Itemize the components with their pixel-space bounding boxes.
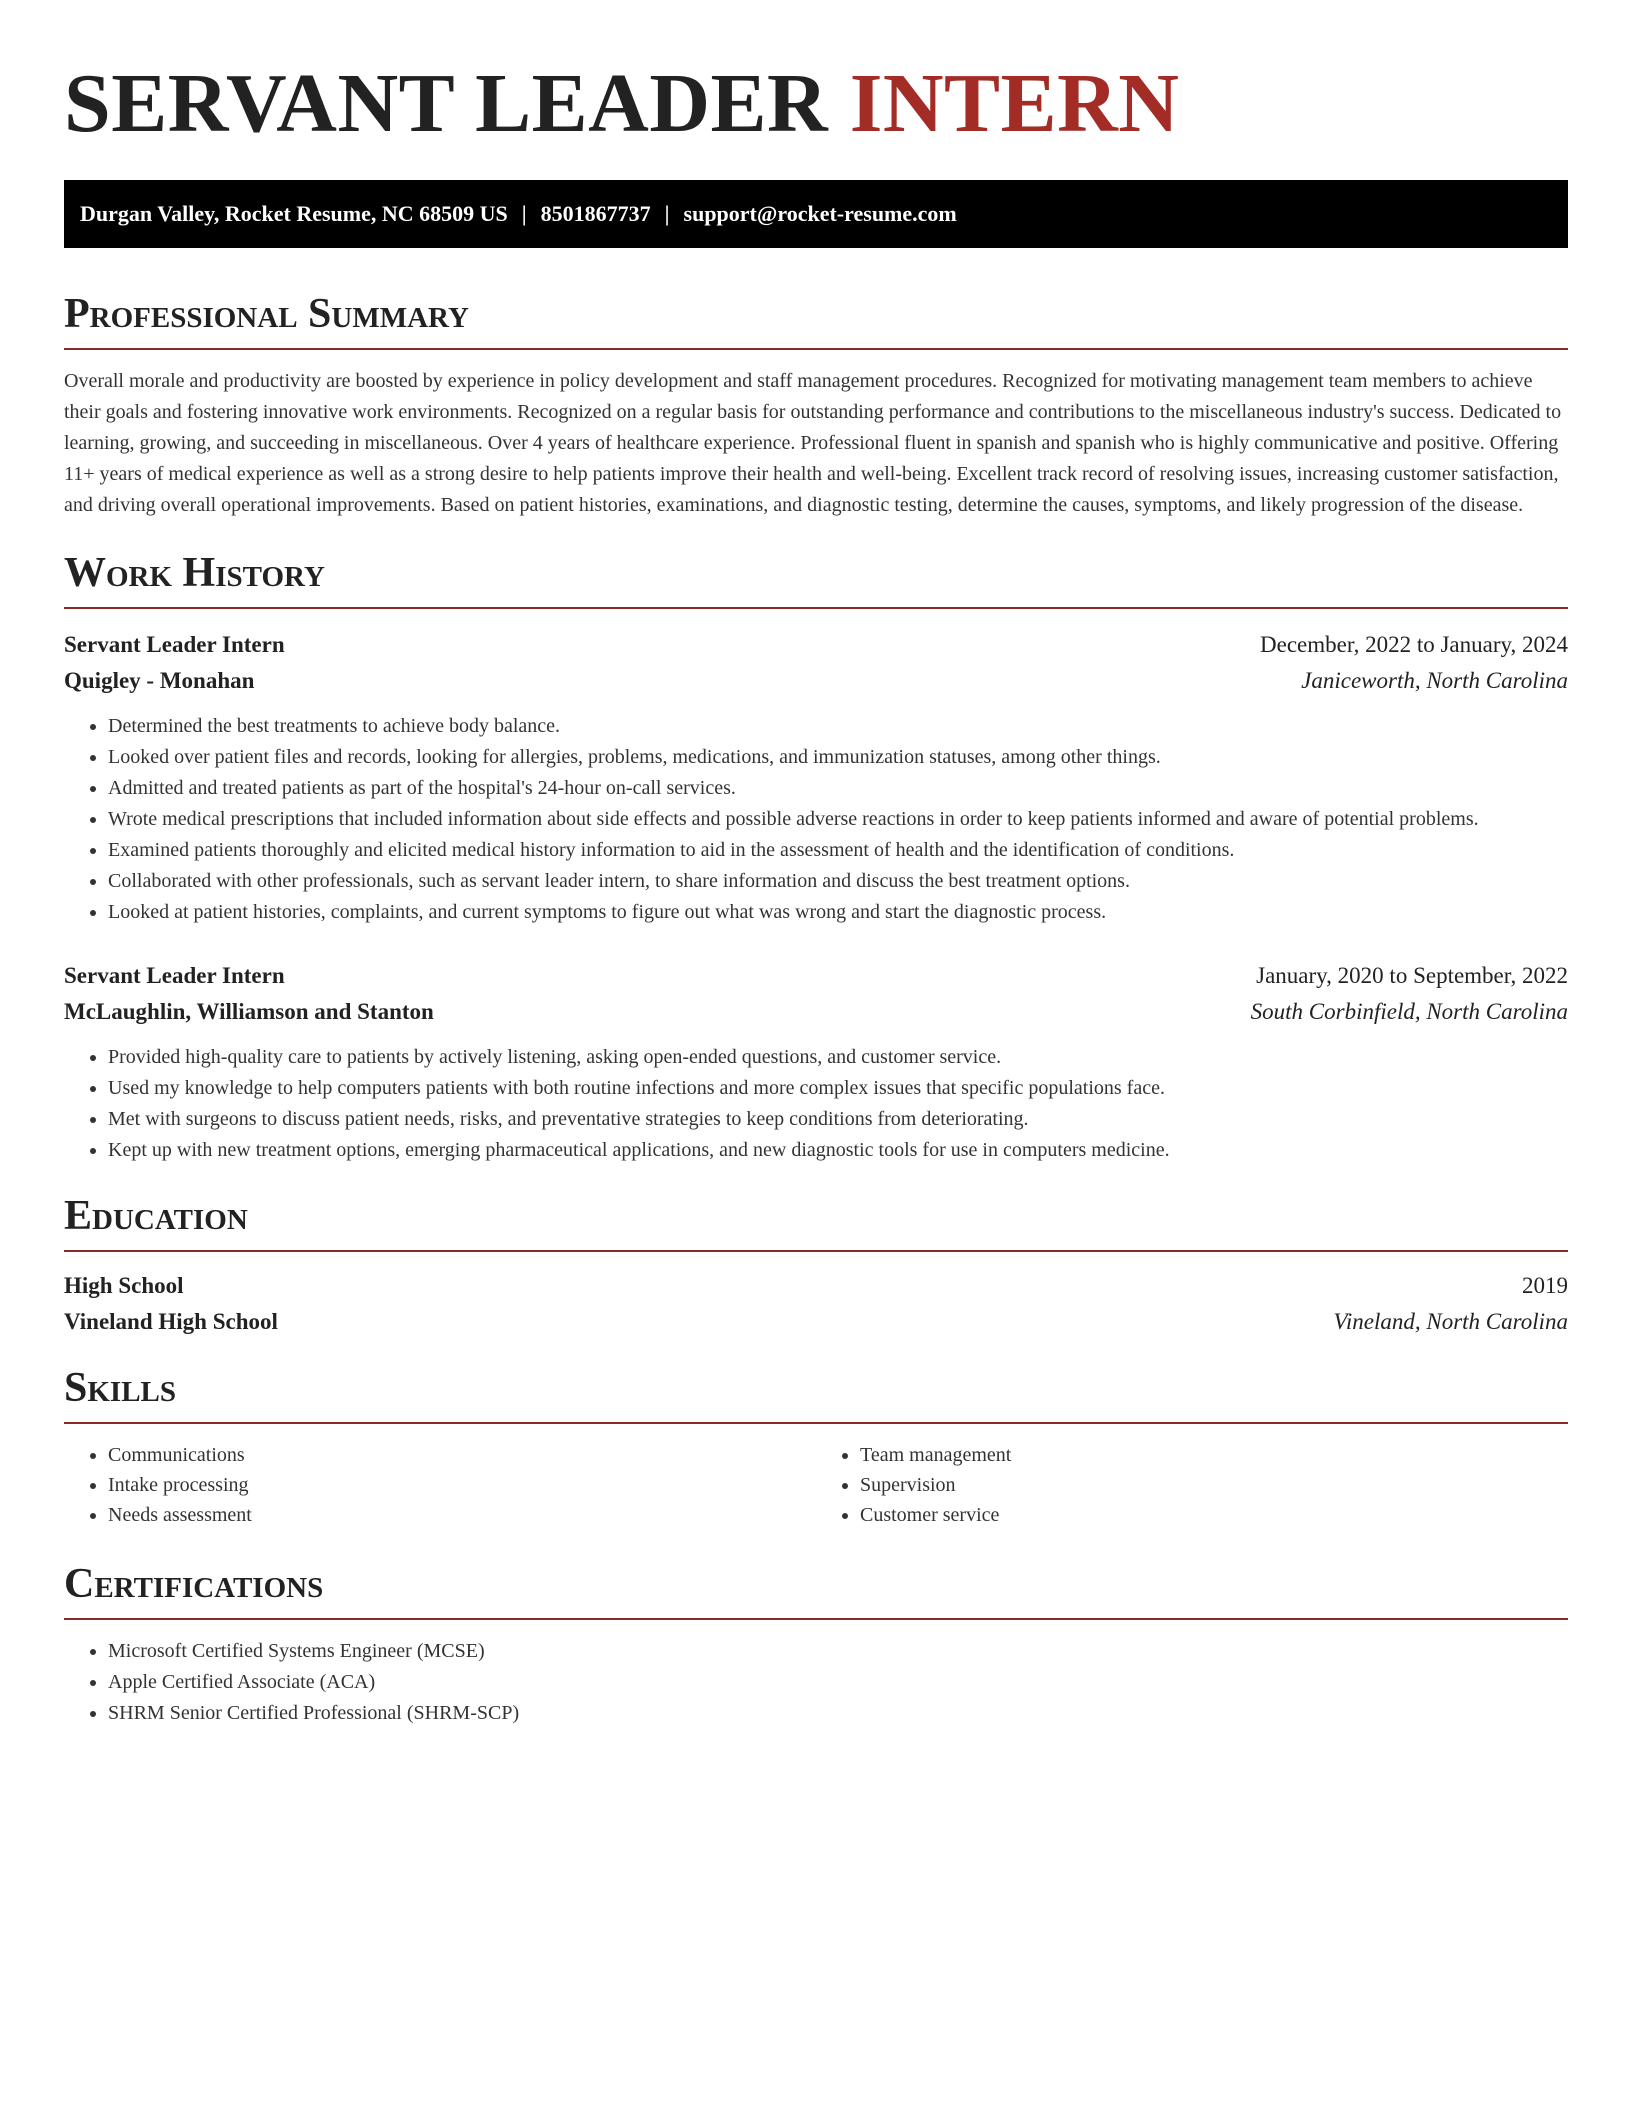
contact-email: support@rocket-resume.com xyxy=(683,201,957,226)
job-company: Quigley - Monahan xyxy=(64,668,255,693)
job-company: McLaughlin, Williamson and Stanton xyxy=(64,999,434,1024)
skills-column-right xyxy=(816,1440,1568,1530)
job-bullet: • Provided high-quality care to patients by actively listening, asking open-ended questions, and customer service. xyxy=(108,1042,1568,1073)
certification-item: • SHRM Senior Certified Professional (SHRM-SCP) xyxy=(108,1698,1568,1729)
job-role: Servant Leader Intern xyxy=(64,632,285,657)
job-location: South Corbinfield, North Carolina xyxy=(1250,999,1568,1024)
name-last: INTERN xyxy=(849,57,1180,150)
certification-item: • Apple Certified Associate (ACA) xyxy=(108,1667,1568,1698)
education-location: Vineland, North Carolina xyxy=(1333,1309,1568,1334)
resume-name xyxy=(64,58,1568,150)
skill-item: • Team management xyxy=(860,1440,1568,1470)
job-entry xyxy=(64,627,1568,928)
skills-heading: Skills xyxy=(64,1364,1568,1424)
job-company-row xyxy=(64,663,1568,699)
job-bullet: • Determined the best treatments to achieve body balance. xyxy=(108,711,1568,742)
skill-item: • Needs assessment xyxy=(108,1500,816,1530)
job-header-row xyxy=(64,627,1568,663)
job-role: Servant Leader Intern xyxy=(64,963,285,988)
education-school-row xyxy=(64,1304,1568,1340)
job-bullets xyxy=(64,711,1568,928)
summary-heading: Professional Summary xyxy=(64,290,1568,350)
job-header-row xyxy=(64,958,1568,994)
education-school: Vineland High School xyxy=(64,1309,278,1334)
work-history-heading: Work History xyxy=(64,549,1568,609)
contact-separator: | xyxy=(521,201,527,226)
job-location: Janiceworth, North Carolina xyxy=(1301,668,1568,693)
skill-item: • Supervision xyxy=(860,1470,1568,1500)
education-heading: Education xyxy=(64,1192,1568,1252)
contact-address: Durgan Valley, Rocket Resume, NC 68509 US xyxy=(80,201,508,226)
contact-separator: | xyxy=(664,201,670,226)
skill-item: • Customer service xyxy=(860,1500,1568,1530)
skill-item: • Intake processing xyxy=(108,1470,816,1500)
education-year: 2019 xyxy=(1522,1273,1568,1298)
education-header-row xyxy=(64,1268,1568,1304)
resume-page xyxy=(64,0,1568,1729)
job-dates: January, 2020 to September, 2022 xyxy=(1256,963,1568,988)
job-bullet: • Kept up with new treatment options, emerging pharmaceutical applications, and new diagnostic tools for use in computers medicine. xyxy=(108,1135,1568,1166)
summary-text: Overall morale and productivity are boosted by experience in policy development and staff management procedures. Recognized for motivating management team members to achieve their goals and fostering innovative work environments. Recognized on a regular basis for outstanding performance and contributions to the miscellaneous industry's success. Dedicated to learning, growing, and succeeding in miscellaneous. Over 4 years of healthcare experience. Professional fluent in spanish and spanish who is highly communicative and positive. Offering 11+ years of medical experience as well as a strong desire to help patients improve their health and well-being. Excellent track record of resolving issues, increasing customer satisfaction, and driving overall operational improvements. Based on patient histories, examinations, and diagnostic testing, determine the causes, symptoms, and likely progression of the disease. xyxy=(64,370,1562,516)
job-bullet: • Examined patients thoroughly and elicited medical history information to aid in the assessment of health and the identification of conditions. xyxy=(108,835,1568,866)
education-degree: High School xyxy=(64,1273,184,1298)
job-bullet: • Used my knowledge to help computers patients with both routine infections and more complex issues that specific populations face. xyxy=(108,1073,1568,1104)
skill-item: • Communications xyxy=(108,1440,816,1470)
job-bullet: • Looked over patient files and records, looking for allergies, problems, medications, and immunization statuses, among other things. xyxy=(108,742,1568,773)
job-entry xyxy=(64,958,1568,1166)
job-bullet: • Met with surgeons to discuss patient needs, risks, and preventative strategies to keep conditions from deteriorating. xyxy=(108,1104,1568,1135)
job-bullets xyxy=(64,1042,1568,1166)
certifications-heading: Certifications xyxy=(64,1560,1568,1620)
certification-item: • Microsoft Certified Systems Engineer (MCSE) xyxy=(108,1636,1568,1667)
contact-bar xyxy=(64,180,1568,248)
name-first: SERVANT LEADER xyxy=(64,57,829,150)
job-company-row xyxy=(64,994,1568,1030)
job-bullet: • Wrote medical prescriptions that included information about side effects and possible adverse reactions in order to keep patients informed and aware of potential problems. xyxy=(108,804,1568,835)
job-dates: December, 2022 to January, 2024 xyxy=(1260,632,1568,657)
contact-phone: 8501867737 xyxy=(540,201,651,226)
skills-column-left xyxy=(64,1440,816,1530)
certifications-list xyxy=(64,1636,1568,1729)
education-entry xyxy=(64,1268,1568,1340)
job-bullet: • Admitted and treated patients as part of the hospital's 24-hour on-call services. xyxy=(108,773,1568,804)
job-bullet: • Collaborated with other professionals, such as servant leader intern, to share information and discuss the best treatment options. xyxy=(108,866,1568,897)
skills-grid xyxy=(64,1440,1568,1530)
job-bullet: • Looked at patient histories, complaints, and current symptoms to figure out what was wrong and start the diagnostic process. xyxy=(108,897,1568,928)
